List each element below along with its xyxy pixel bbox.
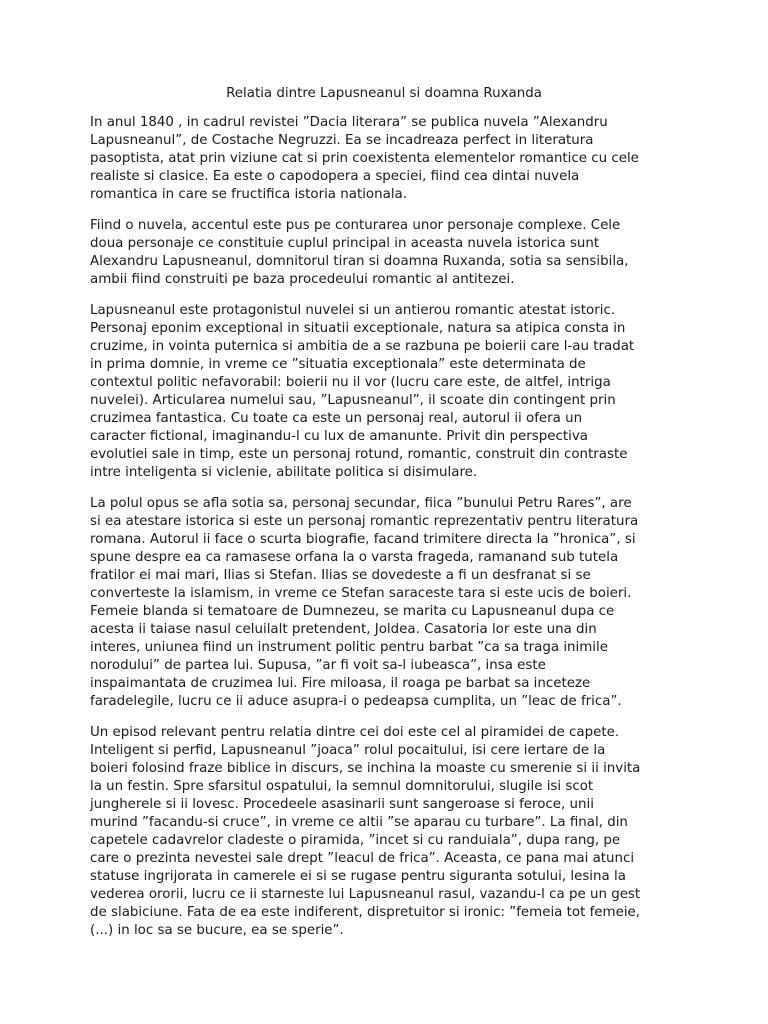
paragraph xyxy=(90,217,678,289)
paragraph-line: Fiind o nuvela, accentul este pus pe conturarea unor personaje complexe. Cele xyxy=(90,218,621,233)
paragraph-line: capetele cadavrelor cladeste o piramida, ”incet si cu randuiala”, dupa rang, pe xyxy=(90,833,621,848)
paragraph-line: cruzime, in vointa puternica si ambitia de a se razbuna pe boierii care l-au tradat xyxy=(90,339,635,354)
paragraph-line: de slabiciune. Fata de ea este indiferent, dispretuitor si ironic: ”femeia tot femeie, xyxy=(90,905,641,920)
paragraph xyxy=(90,724,678,940)
paragraph-line: statuse ingrijorata in camerele ei si se rugase pentru siguranta sotului, lesina la xyxy=(90,869,626,884)
paragraph-line: care o prezinta nevestei sale drept ”leacul de frica”. Aceasta, ce pana mai atunci xyxy=(90,851,635,866)
document-body xyxy=(90,114,678,953)
paragraph-line: Un episod relevant pentru relatia dintre cei doi este cel al piramidei de capete. xyxy=(90,725,620,740)
paragraph-line: La polul opus se afla sotia sa, personaj secundar, fiica ”bunului Petru Rares”, are xyxy=(90,496,632,511)
paragraph-line: murind ”facandu-si cruce”, in vreme ce altii ”se aparau cu turbare”. La final, din xyxy=(90,815,628,830)
paragraph-line: spune despre ea ca ramasese orfana la o varsta frageda, ramanand sub tutela xyxy=(90,550,619,565)
paragraph-line: boieri folosind fraze biblice in discurs, se inchina la moaste cu smerenie si ii invita xyxy=(90,761,641,776)
paragraph-line: evolutiei sale in timp, este un personaj rotund, romantic, construit din contraste xyxy=(90,447,628,462)
paragraph-line: jungherele si ii lovesc. Procedeele asasinarii sunt sangeroase si feroce, unii xyxy=(90,797,594,812)
paragraph-line: romantica in care se fructifica istoria nationala. xyxy=(90,187,408,202)
paragraph-line: norodului” de partea lui. Supusa, ”ar fi voit sa-l iubeasca”, insa este xyxy=(90,658,546,673)
document-title: Relatia dintre Lapusneanul si doamna Ruxanda xyxy=(226,86,542,101)
paragraph-line: pasoptista, atat prin viziune cat si prin coexistenta elementelor romantice cu cele xyxy=(90,151,639,166)
paragraph-line: realiste si clasice. Ea este o capodopera a speciei, fiind cea dintai nuvela xyxy=(90,169,580,184)
paragraph-line: (...) in loc sa se bucure, ea se sperie”. xyxy=(90,923,344,938)
paragraph-line: la un festin. Spre sfarsitul ospatului, la semnul domnitorului, slugile isi scot xyxy=(90,779,594,794)
paragraph-line: doua personaje ce constituie cuplul principal in aceasta nuvela istorica sunt xyxy=(90,236,600,251)
paragraph-line: romana. Autorul ii face o scurta biografie, facand trimitere directa la ”hronica”, si xyxy=(90,532,636,547)
paragraph-line: si ea atestare istorica si este un personaj romantic reprezentativ pentru literatura xyxy=(90,514,639,529)
paragraph-line: faradelegile, lucru ce ii aduce asupra-i o pedeapsa cumplita, un ”leac de frica”. xyxy=(90,694,622,709)
paragraph-line: nuvelei). Articularea numelui sau, ”Lapusneanul”, il scoate din contingent prin xyxy=(90,393,616,408)
paragraph-line: inspaimantata de cruzimea lui. Fire miloasa, il roaga pe barbat sa inceteze xyxy=(90,676,591,691)
paragraph-line: cruzimea fantastica. Cu toate ca este un personaj real, autorul ii ofera un xyxy=(90,411,583,426)
paragraph-line: Inteligent si perfid, Lapusneanul ”joaca” rolul pocaitului, isi cere iertare de la xyxy=(90,743,606,758)
paragraph-line: Lapusneanul este protagonistul nuvelei si un antierou romantic atestat istoric. xyxy=(90,303,616,318)
paragraph-line: Lapusneanul”, de Costache Negruzzi. Ea se incadreaza perfect in literatura xyxy=(90,133,594,148)
paragraph-line: intre inteligenta si viclenie, abilitate politica si disimulare. xyxy=(90,465,478,480)
paragraph-line: contextul politic nefavorabil: boierii nu il vor (lucru care este, de altfel, intriga xyxy=(90,375,611,390)
paragraph xyxy=(90,114,678,204)
paragraph-line: acesta ii taiase nasul celuilalt pretendent, Joldea. Casatoria lor este una din xyxy=(90,622,597,637)
paragraph-line: fratilor ei mai mari, Ilias si Stefan. Ilias se dovedeste a fi un desfranat si se xyxy=(90,568,591,583)
paragraph-line: in prima domnie, in vreme ce ”situatia exceptionala” este determinata de xyxy=(90,357,586,372)
paragraph-line: vederea ororii, lucru ce ii starneste lui Lapusneanul rasul, vazandu-l ca pe un gest xyxy=(90,887,641,902)
paragraph-line: converteste la islamism, in vreme ce Stefan saraceste tara si este ucis de boieri. xyxy=(90,586,632,601)
paragraph-line: ambii fiind construiti pe baza procedeului romantic al antitezei. xyxy=(90,272,515,287)
paragraph-line: Alexandru Lapusneanul, domnitorul tiran si doamna Ruxanda, sotia sa sensibila, xyxy=(90,254,629,269)
paragraph-line: interes, uniunea fiind un instrument politic pentru barbat ”ca sa traga inimile xyxy=(90,640,608,655)
paragraph-line: caracter fictional, imaginandu-l cu lux de amanunte. Privit din perspectiva xyxy=(90,429,588,444)
paragraph-line: Personaj eponim exceptional in situatii exceptionale, natura sa atipica consta in xyxy=(90,321,626,336)
paragraph xyxy=(90,495,678,711)
paragraph-line: In anul 1840 , in cadrul revistei ”Dacia literara” se publica nuvela ”Alexandru xyxy=(90,115,608,130)
paragraph xyxy=(90,302,678,482)
paragraph-line: Femeie blanda si tematoare de Dumnezeu, se marita cu Lapusneanul dupa ce xyxy=(90,604,615,619)
